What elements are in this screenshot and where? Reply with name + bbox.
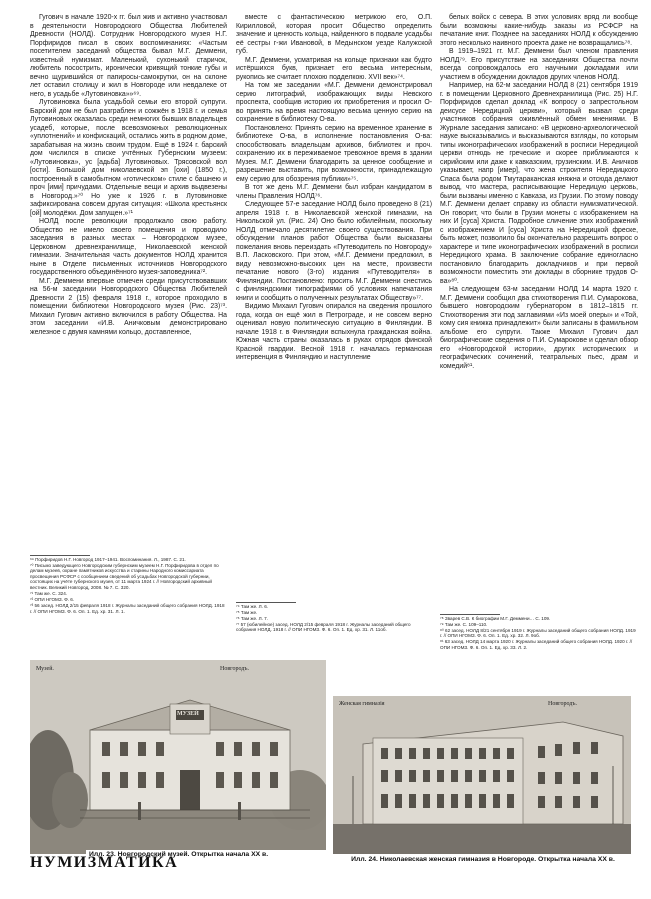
footnote: ⁷¹ Там же. С. 324. <box>30 591 68 597</box>
postcard-label-right: Новгородъ. <box>548 701 577 707</box>
footnote: ⁷⁵ Там же. <box>236 609 258 615</box>
paragraph: вместе с фантастическою метрикою его, О.П. Кирилловой, которая просит Общество определить значение и ценность кольца, найденного в подвале усадьбы её сестры г-жи Ивановой, в Медынском уезде Калужской губ. <box>236 14 432 55</box>
paragraph: Видимо Михаил Гугович опирался на сведения прошлого года, когда он ещё жил в Петрограде, и не совсем верно оценивал новую политическую ситуацию в Финляндии. В начале 1918 г. в Финляндии вспыхнула гражданская война. Южная часть страны оказалась в руках отрядов финской Красной гвардии. Весной 1918 г. началась германская интервенция в Финляндию и наступление <box>236 303 432 361</box>
footnote: ⁷³ 56 засед. НОЛД 2/15 февраля 1918 г. Журналы заседаний общего собрания НОЛД. 1918 г. // ОПИ НГОМЗ. Ф. 6. Оп. 1. Ед. хр. 31. Л. 1. <box>30 603 225 614</box>
footnote: ⁷² ОПИ НГОМЗ. Ф. 6. <box>30 597 75 603</box>
paragraph: На том же заседании «М.Г. Деммени демонстрировал серию литографий, изображающих виды Невского проспекта, сообщив историю их приобретения и просил О-во принять на время настоящую весьма ценную серию на сохранение в библиотеку О-ва. <box>236 82 432 123</box>
building-sign-text: МУЗЕЙ <box>177 711 199 717</box>
museum-postcard-photo <box>30 660 326 854</box>
footnotes-column-2 <box>236 602 432 633</box>
paragraph: Гугович в начале 1920-х гг. был жив и активно участвовал в деятельности Новгородского Общества Любителей Древности (НОЛД). Сотрудник Новгородского музея Н.Г. Порфиридов писал в своих воспоминаниях: «Частым посетителем заседаний общества бывал М.Г. Деммени, известный нумизмат. Маленький, сухонький старичок, любитель посострить, иронически кривящий тонкие губы и вечно щурившийся от папиросы-самокрутки, он на склоне лет оставил столицу и жил в Новгороде или невдалеке от него, в усадьбе «Лутовиновка»»⁶⁹. <box>30 14 227 98</box>
footnote: ⁷⁰ Письмо заведующего Новгородским губернским музеем Н.Г. Порфиридова в отдел по делам музеев, охране памятников искусства и старины Народного комиссариата просвещения РСФСР с сообщением сведений об усадьбах Новгородской губернии, состоящих на учёте губернского музея, от 11 марта 1924 г. // Новгородский архивный вестник. Великий Новгород, 2008. № 7. С. 320. <box>30 562 219 590</box>
footnotes-column-3 <box>440 614 638 651</box>
journal-title: НУМИЗМАТИКА <box>30 854 179 871</box>
paragraph: белых войск с севера. В этих условиях вряд ли вообще были возможны какие-нибудь заказы из РСФСР на печатание книг. Позднее на заседаниях НОЛД к обсуждению этого несколько наивного проекта даже не возвращались⁷⁸. <box>440 14 638 47</box>
gymnasium-postcard-photo <box>333 696 631 854</box>
paragraph: В тот же день М.Г. Деммени был избран кандидатом в члены Правления НОЛД⁷⁶. <box>236 184 432 200</box>
figure-caption-24: Илл. 24. Николаевская женская гимназия в Новгороде. Открытка начала XX в. <box>351 856 615 863</box>
postcard-label-right: Новгородъ. <box>220 666 249 672</box>
text-column-1 <box>30 14 227 337</box>
paragraph: Постановлено: Принять серию на временное хранение в библиотеке О-ва, в исполнение постановления О-ва: способствовать владельцам архивов, библиотек и проч. сохранению их в переживаемое тревожное время в здании Музея. М.Г. Деммени благодарить за ценное сообщение и разрешение выставить, при возможности, принадлежащую ему серию для обозрения публики»⁷⁵. <box>236 124 432 183</box>
paragraph: НОЛД после революции продолжало свою работу. Общество не имело своего помещения и проводило заседания в разных местах – Новгородском музее, Церковном древнехранилище, Николаевской женской гимназии. Значительная часть документов НОЛД хранится ныне в Отделе письменных источников Новгородского государственного объединённого музея-заповедника⁷². <box>30 218 227 276</box>
paragraph: М.Г. Деммени, усматривая на кольце признаки как будто истёршихся букв, признает его весьма интересным, рукопись же считает плохою подделкою. XVII век»⁷⁴. <box>236 56 432 81</box>
footnote: ⁶⁹ Порфиридов Н.Г. Новгород 1917–1941. Воспоминания. Л., 1987. С. 21. <box>30 556 186 562</box>
paragraph: Лутовиновка была усадьбой семьи его второй супруги. Барский дом не был разграблен и сожжён в 1918 г. и семья Лутовиновых оказалась среди немногих бывших владельцев усадеб, которые, после всевозможных революционных «уплотнений» и конфискаций, остались жить в родном доме, зарабатывая на жизнь своим трудом. Ещё в 1924 г. барский дом числился в списке учтённых Губернским музеем: «Лутовиновка», ус [адьба] Лутовиновых. Трясовской вол [ости]. Большой дом николаевской эп [охи] (1850 г.), построенный в самобытном «готическом» стиле с башнею и проч [ими] причудами. Отдельные вещи и архив выдвезены в Новгород.»⁷⁰ Но уже к 1926 г. в Лутовиновке зафиксирована совсем другая ситуация: «Школа крестьянск [ой] молодёжи. Дом запущен.»⁷¹ <box>30 99 227 217</box>
paragraph: На следующем 63-м заседании НОЛД 14 марта 1920 г. М.Г. Деммени сообщил два стихотворения П.И. Сумарокова, бывшего новгородским губернатором в 1812–1815 гг. Стихотворения эти под заглавиями «Из моей оперы» и «Той, кому сия книжка принадлежит» были записаны в фамильном альбоме его супруги. Также Михаил Гугович дал биографические сведения о П.И. Сумарокове и сделал обзор его «Новгородской истории», других исторических и географических сочинений, театральных пьес, драм и комедий⁸¹. <box>440 286 638 370</box>
text-column-3 <box>440 14 638 371</box>
gymnasium-building-illustration <box>333 696 631 854</box>
paragraph: Например, на 62-м заседании НОЛД 8 (21) сентября 1919 г. в помещении Церковного Древнехранилища (Рис. 25) Н.Г. Порфиридов сделал доклад «К вопросу о запрестольном деисусе Нередицкой церкви», который вызвал среди участников собрания оживлённый обмен мнениями. В Журнале заседания записано: «В церковно-археологической науке высказывались и высказываются взгляды, по которым типы иконографических изображений в росписи Нередицкой церкви отнюдь не греческие и скорее приближаются к сирийским или даже к кавказским, грузинским. И.В. Аничков указывает, напр [имер], что жена строителя Нередицкого Спаса была родом Тмутараканская княжна и отсюда делают вывод, что мастера, расписывающие Нередицую церковь, были вызваны именно с Кавказа, из Грузии. По этому поводу М.Г. Деммени делает справку из области нумизматической. Он говорит, что были в Грузии монеты с изображением на них И [суса] Христа. Подробное сличение этих изображений с изображением И [суса] Христа на Нередицкой фреске, быть может, позволило бы окончательно разрешить вопрос о характере и типе иконографических изображений в росписи Нередицкого храма. В заключение собрание единогласно постановило благодарить докладчиков и при первой возможности поместить эти доклады в сборнике трудов О-ва»⁸⁰. <box>440 82 638 285</box>
footnote: ⁷⁹ Там же. С. 109–110. <box>440 621 488 627</box>
text-column-2 <box>236 14 432 363</box>
footnote: ⁸¹ 63 засед. НОЛД 14 марта 1920 г. Журналы заседаний общего собрания НОЛД. 1920 г. // ОПИ НГОМЗ. Ф. 6. Оп. 1. Ед. хр. 33. Л. 2. <box>440 639 633 650</box>
paragraph: Следующее 57-е заседание НОЛД было проведено 8 (21) апреля 1918 г. в Николаевской женской гимназии, на Никольской ул. (Рис. 24) Оно было юбилейным, поскольку НОЛД отмечало десятилетие своего существования. При обсуждении планов работ Общества были высказаны пожелания вновь переиздать «Путеводитель по Новгороду» В.П. Ласковского. При этом, «М.Г. Деммени предложил, в виду невозможно-высоких цен на месте, произвести печатание нового (3-го) издания «Путеводителя» в Финляндии. Постановлено: просить М.Г. Деммени снестись с финляндскими типографиями об условиях напечатания книги и сообщить о полученных результатах Обществу»⁷⁷. <box>236 201 432 302</box>
footnote: ⁷⁸ Зварев С.В. К биографии М.Г. Деммени… С. 109. <box>440 615 551 621</box>
postcard-label-left: Женская гимназія <box>339 701 385 707</box>
footnote: ⁷⁶ Там же. Л. 7. <box>236 615 268 621</box>
footnote: ⁷⁴ Там же. Л. 6. <box>236 603 269 609</box>
footnote: ⁸⁰ 62 засед. НОЛД 8/21 сентября 1919 г. Журналы заседаний общего собрания НОЛД. 1919 г. // ОПИ НГОМЗ. Ф. 6. Оп. 1. Ед. хр. 32. Л. 9об. <box>440 627 636 639</box>
postcard-label-left: Музей. <box>36 666 54 672</box>
footnotes-column-1 <box>30 555 227 615</box>
museum-building-illustration <box>30 660 326 854</box>
figure-caption-23: Илл. 23. Новгородский музей. Открытка начала XX в. <box>86 850 332 860</box>
paragraph: М.Г. Деммени впервые отмечен среди присутствовавших на 56-м заседании Новгородского Общества Любителей Древности 2 (15) февраля 1918 г., которое проходило в помещении библиотеки Новгородского музея (Рис. 23)⁷³. Михаил Гугович активно включился в работу Общества. На этом заседании «И.В. Аничковым демонстрировано железное с двумя камнями кольцо, доставленное, <box>30 277 227 336</box>
footnote: ⁷⁷ 57 (юбилейное) засед. НОЛД 2/15 февраля 1918 г. Журналы заседаний общего собрания НОЛД. 1918 г. // ОПИ НГОМЗ. Ф. 6. Оп. 1. Ед. хр. 31. Л. 11об. <box>236 621 411 633</box>
paragraph: В 1919–1921 гг. М.Г. Деммени был членом правления НОЛД⁷⁹. Его присутствие на заседаниях Общества почти всегда сопровождалось его научными докладами или участием в обсуждении докладов других членов НОЛД. <box>440 48 638 81</box>
